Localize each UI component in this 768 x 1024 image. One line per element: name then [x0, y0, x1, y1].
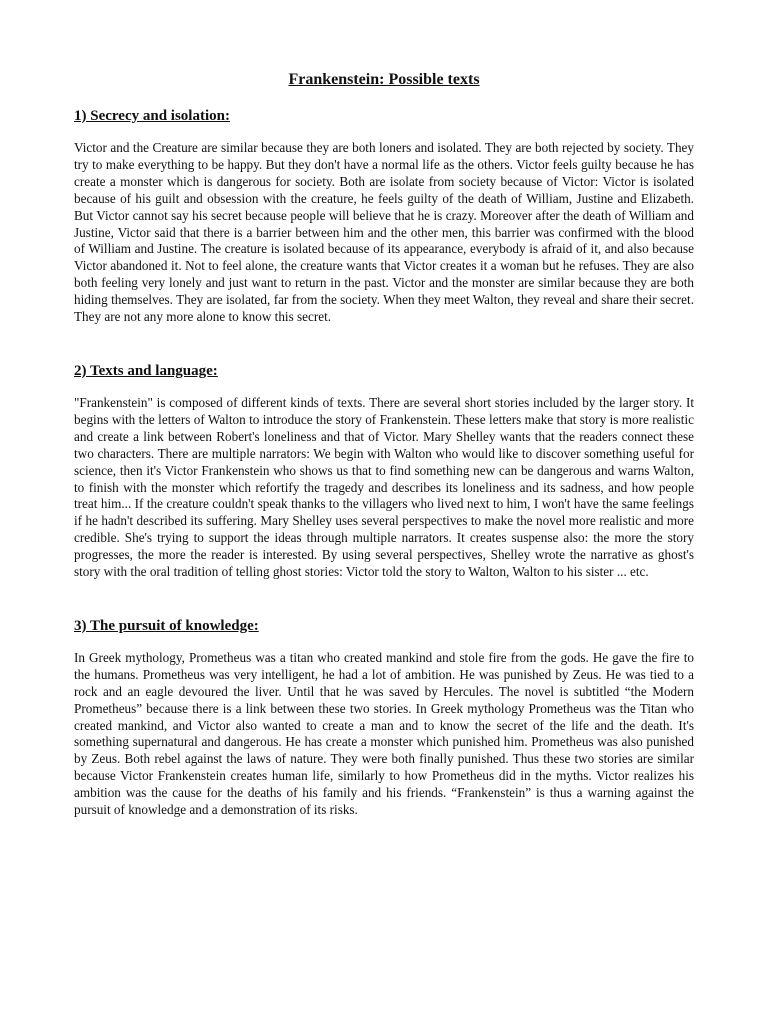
document-title: Frankenstein: Possible texts: [288, 71, 480, 88]
section-heading: 3) The pursuit of knowledge:: [74, 617, 259, 634]
section-paragraph: Victor and the Creature are similar because they are both loners and isolated. They are both rejected by society. They try to make everything to be happy. But they don't have a normal life as the others. Victor feels guilty because he has create a monster which is dangerous for society. Both are isolate from society because of Victor: Victor is isolated because of his guilt and obsession with the creature, he feels guilty of the death of William, Justine and Elizabeth. But Victor cannot say his secret because people will believe that he is crazy. Moreover after the death of William and Justine, Victor said that there is a barrier between him and the other men, this barrier was confirmed with the blood of William and Justine. The creature is isolated because of its appearance, everybody is afraid of it, and also because Victor abandoned it. Not to feel alone, the creature wants that Victor creates it a woman but he refuses. They are also both feeling very lonely and just want to return in the past. Victor and the monster are similar because they are both hiding themselves. They are isolated, far from the society. When they meet Walton, they reveal and share their secret. They are not any more alone to know this secret.: [74, 140, 694, 325]
document-page: [74, 68, 694, 819]
section-heading: 2) Texts and language:: [74, 362, 218, 379]
section-paragraph: "Frankenstein" is composed of different kinds of texts. There are several short stories included by the larger story. It begins with the letters of Walton to introduce the story of Frankenstein. These letters make that story is more realistic and create a link between Robert's loneliness and that of Victor. Mary Shelley wants that the readers connect these two characters. There are multiple narrators: We begin with Walton who would like to discover something useful for science, then it's Victor Frankenstein who shows us that to find something new can be dangerous and warns Walton, to finish with the monster which refortify the tragedy and describes its loneliness and its sadness, and how people treat him... If the creature couldn't speak thanks to the villagers who lived next to him, I won't have the same feelings if he hadn't described its suffering. Mary Shelley uses several perspectives to make the novel more realistic and more credible. She's trying to support the ideas through multiple narrators. It creates suspense also: the more the story progresses, the more the reader is interested. By using several perspectives, Shelley wrote the narrative as ghost's story with the oral tradition of telling ghost stories: Victor told the story to Walton, Walton to his sister ... etc.: [74, 394, 694, 580]
section-texts-language: [74, 361, 694, 581]
section-paragraph: In Greek mythology, Prometheus was a titan who created mankind and stole fire from the gods. He gave the fire to the humans. Prometheus was very intelligent, he had a lot of ambition. He was punished by Zeus. He was tied to a rock and an eagle devoured the liver. Until that he was saved by Hercules. The novel is subtitled “the Modern Prometheus” because there is a link between these two stories. In Greek mythology Prometheus was the Titan who created mankind, and Victor also wanted to create a man and to know the secret of the life and the death. It's something supernatural and dangerous. He has create a monster which punished him. Prometheus was also punished by Zeus. Both rebel against the laws of nature. They were both finally punished. Thus these two stories are similar because Victor Frankenstein creates human life, similarly to how Prometheus did in the myths. Victor realizes his ambition was the cause for the deaths of his family and his friends. “Frankenstein” is thus a warning against the pursuit of knowledge and a demonstration of its risks.: [74, 649, 694, 818]
section-heading: 1) Secrecy and isolation:: [74, 108, 230, 124]
section-pursuit-knowledge: [74, 616, 694, 819]
section-secrecy-isolation: [74, 106, 694, 326]
